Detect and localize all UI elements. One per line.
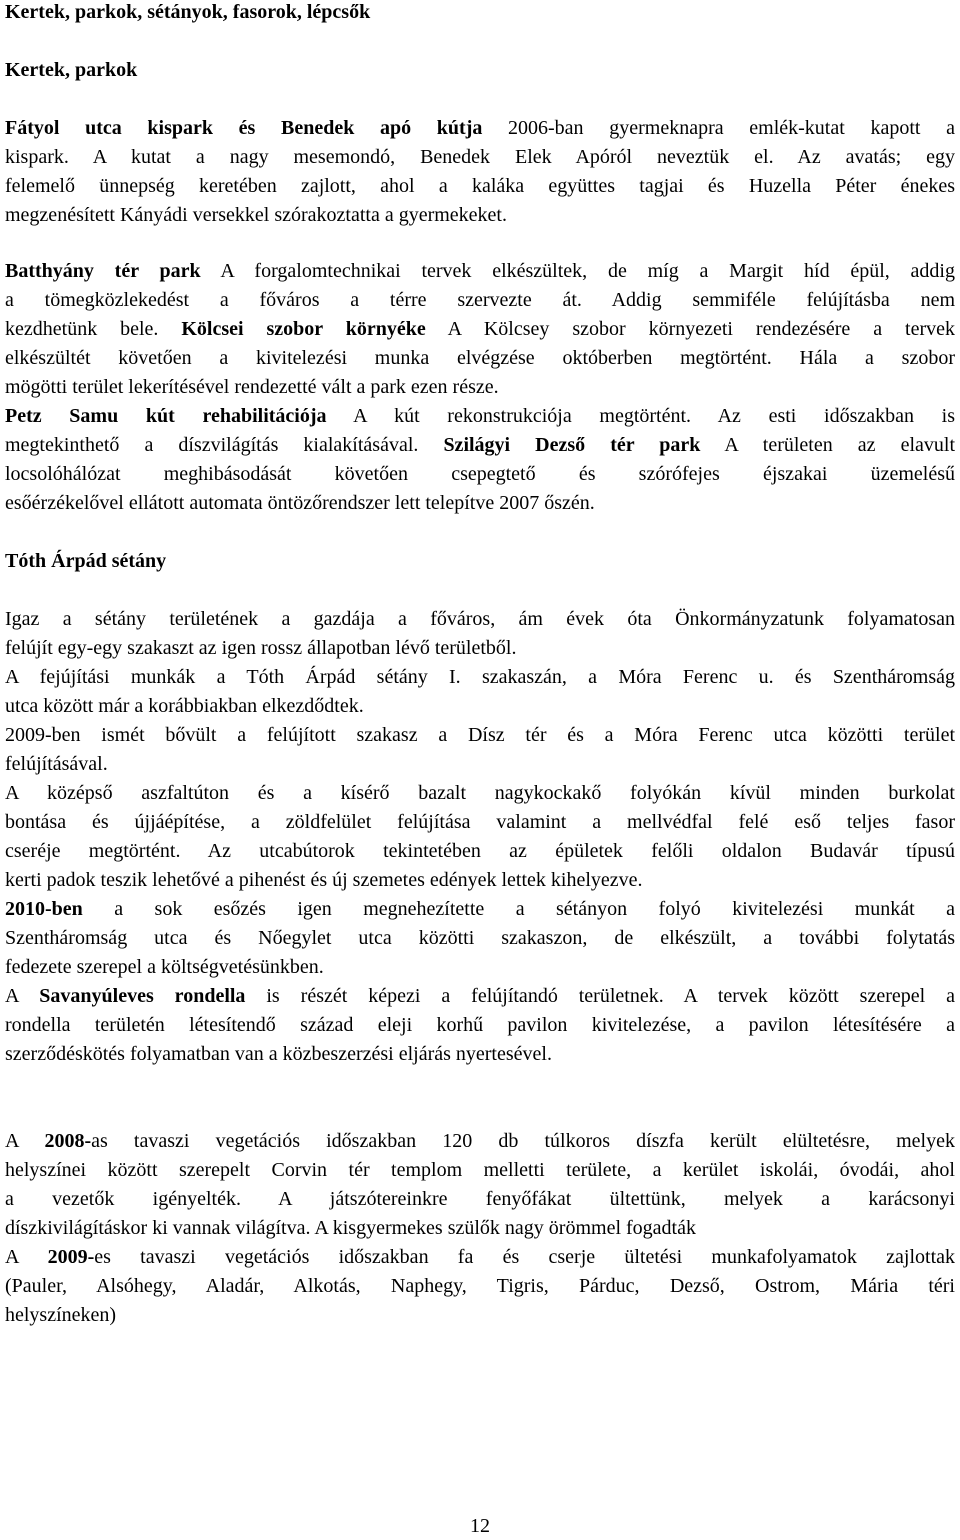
paragraph-line: utca között már a korábbiakban elkezdődtek.	[5, 695, 364, 717]
paragraph-line: díszkivilágításkor ki vannak világítva. A kisgyermekes szülők nagy örömmel fogadták	[5, 1217, 696, 1239]
paragraph-line: kispark. A kutat a nagy mesemondó, Benedek Elek Apóról neveztük el. Az avatás; egy	[5, 146, 955, 168]
paragraph-line: Igaz a sétány területének a gazdája a főváros, ám évek óta Önkormányzatunk folyamatosan	[5, 608, 955, 630]
paragraph-line: mögötti terület lekerítésével rendezetté vált a park ezen része.	[5, 376, 499, 398]
paragraph-line: locsolóhálózat meghibásodását követően csepegtető és szórófejes éjszakai üzemelésű	[5, 463, 955, 485]
paragraph-line: A középső aszfaltúton és a kísérő bazalt nagykockakő folyókán kívül minden burkolat	[5, 782, 955, 804]
paragraph-line: a tömegközlekedést a főváros a térre szervezte át. Addig semmiféle felújításba nem	[5, 289, 955, 311]
section-heading-kertek-parkok: Kertek, parkok	[5, 59, 138, 81]
paragraph-line: Batthyány tér park A forgalomtechnikai tervek elkészültek, de míg a Margit híd épül, addig	[5, 260, 955, 282]
bold-term: Petz Samu kút rehabilitációja	[5, 405, 327, 427]
paragraph-line: felújít egy-egy szakaszt az igen rossz állapotban lévő területből.	[5, 637, 517, 659]
paragraph-line: Fátyol utca kispark és Benedek apó kútja 2006-ban gyermeknapra emlék-kutat kapott a	[5, 117, 955, 139]
paragraph-line: 2009-ben ismét bővült a felújított szakasz a Dísz tér és a Móra Ferenc utca közötti terület	[5, 724, 955, 746]
bold-term: 2009-	[47, 1246, 95, 1268]
bold-term: Batthyány tér park	[5, 260, 201, 282]
paragraph-line: helyszíneken)	[5, 1304, 117, 1326]
paragraph-line: esőérzékelővel ellátott automata öntözőrendszer lett telepítve 2007 őszén.	[5, 492, 595, 514]
section-heading-toth-arpad-setany: Tóth Árpád sétány	[5, 550, 167, 572]
bold-term: Savanyúleves rondella	[39, 985, 246, 1007]
bold-term: Fátyol utca kispark és Benedek apó kútja	[5, 117, 483, 139]
paragraph-line: 2010-ben a sok esőzés igen megnehezítette a sétányon folyó kivitelezési munkát a	[5, 898, 955, 920]
paragraph-line: A 2008-as tavaszi vegetációs időszakban 120 db túlkoros díszfa került elültetésre, melyek	[5, 1130, 955, 1152]
paragraph-line: A fejújítási munkák a Tóth Árpád sétány I. szakaszán, a Móra Ferenc u. és Szentháromság	[5, 666, 955, 688]
paragraph-line: elkészültét követően a kivitelezési munka elvégzése októberben megtörtént. Hála a szobor	[5, 347, 955, 369]
paragraph-line: megzenésített Kányádi versekkel szórakoztatta a gyermekeket.	[5, 204, 507, 226]
paragraph-line: cseréje megtörtént. Az utcabútorok tekintetében az épületek felőli oldalon Budavár típusú	[5, 840, 955, 862]
paragraph-line: Szentháromság utca és Nőegylet utca közötti szakaszon, de elkészült, a további folytatás	[5, 927, 955, 949]
paragraph-line: A 2009-es tavaszi vegetációs időszakban fa és cserje ültetési munkafolyamatok zajlottak	[5, 1246, 956, 1268]
paragraph-line: a vezetők igényelték. A játszótereinkre fenyőfákat ültettünk, melyek a karácsonyi	[5, 1188, 955, 1210]
paragraph-line: felemelő ünnepség keretében zajlott, ahol a kaláka együttes tagjai és Huzella Péter énekes	[5, 175, 955, 197]
bold-term: 2008-	[44, 1130, 92, 1152]
bold-term: Szilágyi Dezső tér park	[443, 434, 701, 456]
paragraph-line: bontása és újjáépítése, a zöldfelület felújítása valamint a mellvédfal felé eső teljes fasor	[5, 811, 955, 833]
paragraph-line: kerti padok teszik lehetővé a pihenést és új szemetes edények lettek kihelyezve.	[5, 869, 643, 891]
paragraph-line: Petz Samu kút rehabilitációja A kút rekonstrukciója megtörtént. Az esti időszakban is	[5, 405, 955, 427]
paragraph-line: felújításával.	[5, 753, 108, 775]
bold-term: 2010-ben	[5, 898, 83, 920]
paragraph-line: (Pauler, Alsóhegy, Aladár, Alkotás, Naphegy, Tigris, Párduc, Dezső, Ostrom, Mária téri	[5, 1275, 955, 1297]
paragraph-line: helyszínei között szerepelt Corvin tér templom melletti területe, a kerület iskolái, óvodái, ahol	[5, 1159, 955, 1181]
paragraph-line: kezdhetünk bele. Kölcsei szobor környéke A Kölcsey szobor környezeti rendezésére a tervek	[5, 318, 955, 340]
paragraph-line: fedezete szerepel a költségvetésünkben.	[5, 956, 324, 978]
document-title: Kertek, parkok, sétányok, fasorok, lépcsők	[5, 1, 371, 23]
page-number: 12	[470, 1515, 490, 1537]
paragraph-line: szerződéskötés folyamatban van a közbeszerzési eljárás nyertesével.	[5, 1043, 552, 1065]
paragraph-line: A Savanyúleves rondella is részét képezi a felújítandó területnek. A tervek között szerepel a	[5, 985, 955, 1007]
paragraph-line: rondella területén létesítendő század eleji korhű pavilon kivitelezése, a pavilon létesítésére a	[5, 1014, 955, 1036]
bold-term: Kölcsei szobor környéke	[181, 318, 426, 340]
paragraph-line: megtekinthető a díszvilágítás kialakításával. Szilágyi Dezső tér park A területen az elavult	[5, 434, 956, 456]
